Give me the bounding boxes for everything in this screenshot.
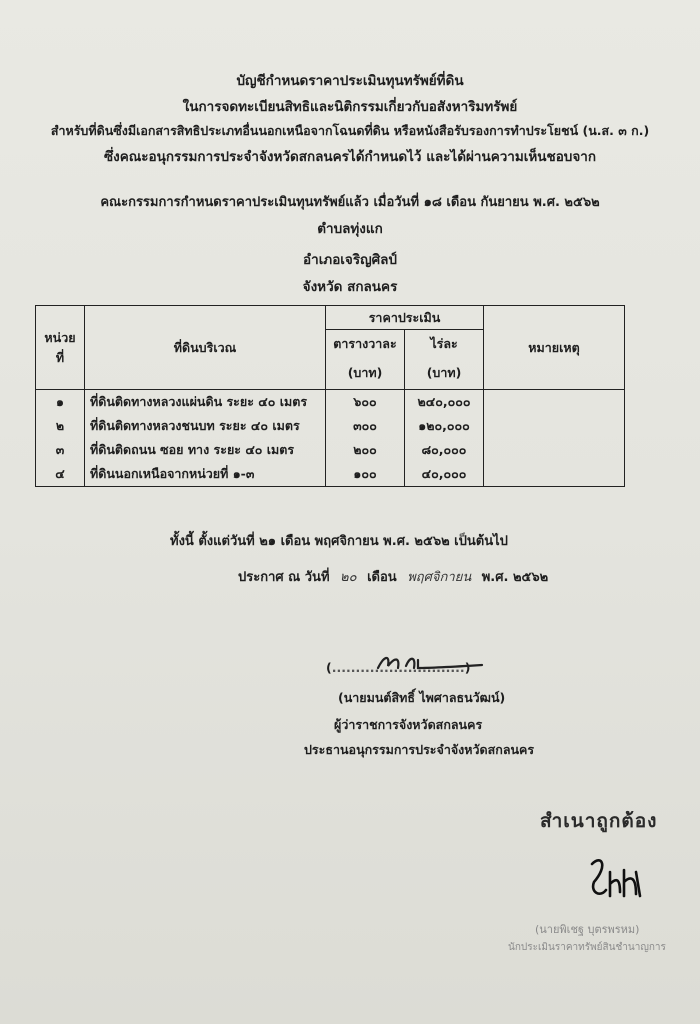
- table-row: [36, 390, 625, 415]
- announcement-line: [238, 566, 548, 587]
- signature-close: ): [464, 660, 471, 675]
- announce-day: ๒๐: [340, 570, 357, 585]
- price-table: [35, 305, 625, 487]
- table-row: [36, 414, 625, 438]
- area-column-header: ที่ดินบริเวณ: [85, 306, 326, 390]
- effective-date: ทั้งนี้ ตั้งแต่วันที่ ๒๑ เดือน พฤศจิกายน พ.ศ. ๒๕๖๒ เป็นต้นไป: [170, 534, 508, 549]
- district: อำเภอเจริญศิลป์: [303, 252, 397, 268]
- unit-header-line2: ที่: [55, 349, 65, 365]
- row-number: ๑: [36, 390, 85, 415]
- table-row: [36, 438, 625, 462]
- row-sqwa-price: ๖๐๐: [326, 390, 405, 415]
- row-area: ที่ดินติดทางหลวงชนบท ระยะ ๔๐ เมตร: [85, 414, 326, 438]
- row-sqwa-price: ๒๐๐: [326, 438, 405, 462]
- announce-year: พ.ศ. ๒๕๖๒: [481, 570, 549, 585]
- row-number: ๓: [36, 438, 85, 462]
- table-row: [36, 462, 625, 487]
- signer-title-1: ผู้ว่าราชการจังหวัดสกลนคร: [334, 717, 483, 732]
- row-area: ที่ดินติดถนน ซอย ทาง ระยะ ๔๐ เมตร: [85, 438, 326, 462]
- row-number: ๔: [36, 462, 85, 487]
- row-rai-price: ๑๒๐,๐๐๐: [405, 414, 484, 438]
- sqwa-header: ตารางวาละ: [326, 330, 405, 358]
- row-remark: [484, 414, 625, 438]
- row-rai-price: ๒๔๐,๐๐๐: [405, 390, 484, 415]
- title-line-3: สำหรับที่ดินซึ่งมีเอกสารสิทธิประเภทอื่นนอกเหนือจากโฉนดที่ดิน หรือหนังสือรับรองการทำประโยชน์ (น.ส. ๓ ก.): [50, 123, 650, 138]
- title-line-2: ในการจดทะเบียนสิทธิและนิติกรรมเกี่ยวกับอสังหาริมทรัพย์: [182, 99, 518, 115]
- price-group-header: ราคาประเมิน: [326, 306, 484, 330]
- row-rai-price: ๔๐,๐๐๐: [405, 462, 484, 487]
- row-area: ที่ดินติดทางหลวงแผ่นดิน ระยะ ๔๐ เมตร: [85, 390, 326, 415]
- announce-month: พฤศจิกายน: [407, 570, 472, 585]
- certifier-signature-icon: [580, 852, 650, 912]
- governor-signature-icon: [370, 650, 490, 674]
- row-rai-price: ๘๐,๐๐๐: [405, 438, 484, 462]
- signer-title-2: ประธานอนุกรรมการประจำจังหวัดสกลนคร: [304, 742, 535, 757]
- sqwa-unit: (บาท): [326, 358, 405, 390]
- remark-column-header: หมายเหตุ: [484, 306, 625, 390]
- rai-header: ไร่ละ: [405, 330, 484, 358]
- signature-dots: ............................: [331, 660, 465, 675]
- title-line-1: บัญชีกำหนดราคาประเมินทุนทรัพย์ที่ดิน: [236, 73, 464, 89]
- title-line-4: ซึ่งคณะอนุกรรมการประจำจังหวัดสกลนครได้กำหนดไว้ และได้ผ่านความเห็นชอบจาก: [103, 149, 597, 165]
- announce-month-label: เดือน: [367, 570, 397, 585]
- row-remark: [484, 462, 625, 487]
- subdistrict: ตำบลทุ่งแก: [317, 221, 383, 237]
- row-area: ที่ดินนอกเหนือจากหน่วยที่ ๑-๓: [85, 462, 326, 487]
- certifier-name: (นายพิเชฐ บุตรพรหม): [535, 923, 640, 936]
- title-line-5: คณะกรรมการกำหนดราคาประเมินทุนทรัพย์แล้ว เมื่อวันที่ ๑๘ เดือน กันยายน พ.ศ. ๒๕๖๒: [100, 195, 600, 210]
- rai-unit: (บาท): [405, 358, 484, 390]
- row-remark: [484, 390, 625, 415]
- announce-prefix: ประกาศ ณ วันที่: [238, 570, 330, 585]
- signature-open: (: [326, 660, 332, 675]
- row-remark: [484, 438, 625, 462]
- unit-column-header: [36, 306, 85, 390]
- row-sqwa-price: ๑๐๐: [326, 462, 405, 487]
- province: จังหวัด สกลนคร: [302, 279, 398, 295]
- signer-name: (นายมนต์สิทธิ์ ไพศาลธนวัฒน์): [338, 690, 506, 705]
- row-number: ๒: [36, 414, 85, 438]
- unit-header-line1: หน่วย: [44, 329, 76, 345]
- certified-copy-stamp: สำเนาถูกต้อง: [540, 810, 658, 832]
- row-sqwa-price: ๓๐๐: [326, 414, 405, 438]
- certifier-position: นักประเมินราคาทรัพย์สินชำนาญการ: [508, 942, 666, 953]
